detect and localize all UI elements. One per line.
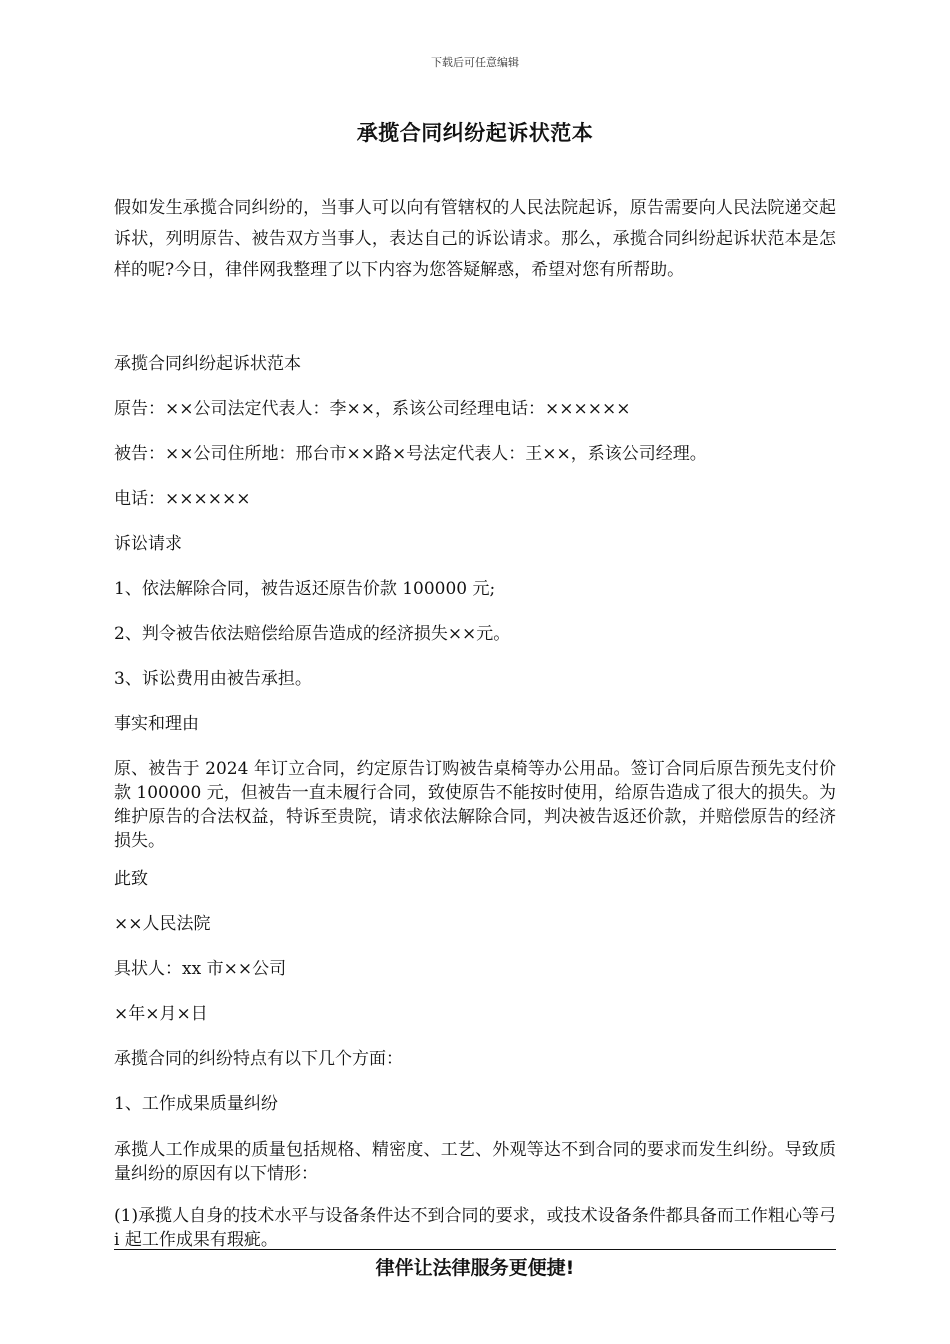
claim-item-2: 2、判令被告依法赔偿给原告造成的经济损失××元。 [114,624,511,644]
plaintiff-line: 原告：××公司法定代表人：李××，系该公司经理电话：×××××× [114,399,631,419]
claim-item-3: 3、诉讼费用由被告承担。 [114,669,312,689]
footer-slogan: 律伴让法律服务更便捷! [375,1257,575,1279]
date-line: ×年×月×日 [114,1004,208,1024]
feature-item-1-heading: 1、工作成果质量纠纷 [114,1094,278,1114]
phone-line: 电话：×××××× [114,489,251,509]
template-heading: 承揽合同纠纷起诉状范本 [114,354,301,374]
salutation-line: 此致 [114,869,148,889]
facts-paragraph: 原、被告于 2024 年订立合同，约定原告订购被告桌椅等办公用品。签订合同后原告预先支付价款 100000 元，但被告一直未履行合同，致使原告不能按时使用，给原告造成了很大的损失。为维护原告的合法权益，特诉至贵院，请求依法解除合同，判决被告返还价款，并赔偿原告的经济损失。 [114,759,836,851]
court-line: ××人民法院 [114,914,211,934]
intro-paragraph: 假如发生承揽合同纠纷的，当事人可以向有管辖权的人民法院起诉，原告需要向人民法院递交起诉状，列明原告、被告双方当事人，表达自己的诉讼请求。那么，承揽合同纠纷起诉状范本是怎样的呢?今日，律伴网我整理了以下内容为您答疑解惑，希望对您有所帮助。 [114,198,836,280]
claims-heading: 诉讼请求 [114,534,182,554]
page-header-note: 下载后可任意编辑 [431,56,519,69]
document-title: 承揽合同纠纷起诉状范本 [356,121,594,145]
claim-item-1: 1、依法解除合同，被告返还原告价款 100000 元; [114,579,496,599]
feature-item-1-sub-1: (1)承揽人自身的技术水平与设备条件达不到合同的要求，或技术设备条件都具备而工作粗心等弓 i 起工作成果有瑕疵。 [114,1206,836,1250]
defendant-line: 被告：××公司住所地：邢台市××路×号法定代表人：王××，系该公司经理。 [114,444,707,464]
footer-divider [114,1249,836,1250]
feature-item-1-text: 承揽人工作成果的质量包括规格、精密度、工艺、外观等达不到合同的要求而发生纠纷。导致质量纠纷的原因有以下情形： [114,1140,836,1184]
facts-heading: 事实和理由 [114,714,199,734]
signer-line: 具状人：xx 市××公司 [114,959,287,979]
features-intro: 承揽合同的纠纷特点有以下几个方面： [114,1049,403,1069]
